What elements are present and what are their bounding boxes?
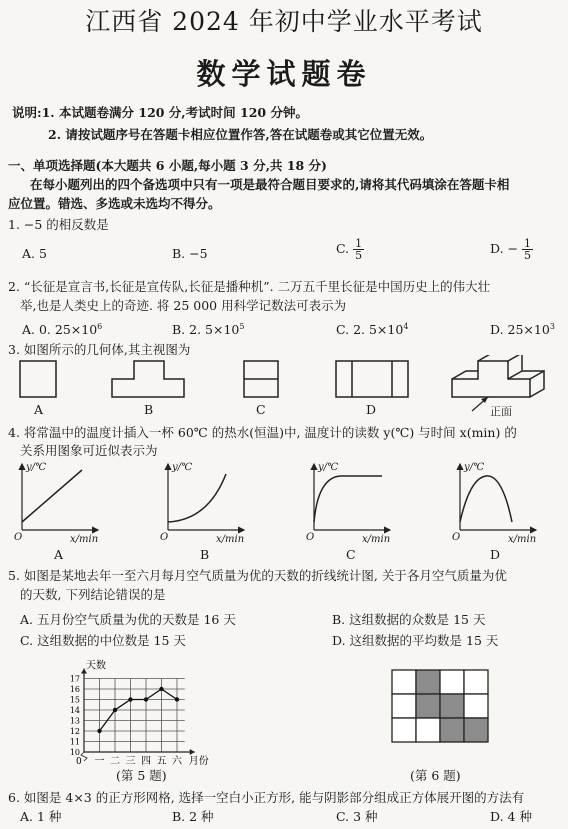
q4-b-ylabel: y/℃ (172, 462, 193, 473)
x-axis-arrow (190, 749, 195, 755)
q1-option-d (490, 238, 533, 261)
q4-d-origin: O (452, 532, 461, 543)
q6-option-a: A. 1 种 (20, 809, 62, 824)
q6-option-b: B. 2 种 (172, 809, 214, 824)
q4-graph-c (314, 464, 390, 530)
q4-graph-d (460, 464, 536, 530)
section-desc-2: 应位置。错选、多选或未选均不得分。 (8, 196, 221, 211)
q4-b-origin: O (160, 532, 169, 543)
q5-option-d: D. 这组数据的平均数是 15 天 (332, 633, 499, 648)
q6-caption: (第 6 题) (410, 768, 461, 783)
q2-c-base: C. 2. 5×10 (336, 322, 404, 338)
q4-graph-a (22, 464, 98, 530)
data-point (144, 697, 148, 701)
q5-stem-2: 的天数, 下列结论错误的是 (20, 587, 166, 602)
x-tick-label: 一 (94, 756, 105, 767)
q5-caption: (第 5 题) (116, 768, 167, 783)
q4-label-d: D (490, 547, 501, 562)
q4-d-xlabel: x/min (508, 534, 537, 545)
x-tick-label: 五 (156, 756, 167, 767)
q4-c-origin: O (306, 532, 315, 543)
q4-d-ylabel: y/℃ (464, 462, 485, 473)
data-point (97, 729, 101, 733)
q3-stem: 3. 如图所示的几何体,其主视图为 (8, 342, 191, 357)
y-tick-label: 12 (69, 727, 80, 736)
exam-subtitle: 数学试题卷 (196, 57, 372, 91)
instruction-line-2: 2. 请按试题序号在答题卡相应位置作答,答在试题卷或其它位置无效。 (48, 127, 433, 142)
q6-stem: 6. 如图是 4×3 的正方形网格, 选择一空白小正方形, 能与阴影部分组成正方体展开图的方法有 (8, 790, 525, 805)
data-point (113, 708, 117, 712)
q3-label-c: C (256, 402, 266, 417)
q1-stem: 1. −5 的相反数是 (8, 217, 109, 232)
q2-c-exponent: 4 (403, 322, 409, 331)
q6-option-d: D. 4 种 (490, 809, 532, 824)
q2-b-base: B. 2. 5×10 (172, 322, 240, 338)
q3-label-b: B (144, 402, 154, 417)
data-point (175, 697, 179, 701)
section-desc-1: 在每小题列出的四个备选项中只有一项是最符合题目要求的,请将其代码填涂在答题卡相 (30, 177, 510, 192)
q1-d-denominator: 5 (523, 249, 531, 262)
blank-cell (464, 670, 488, 694)
y-tick-label: 13 (69, 716, 80, 726)
q1-option-b: B. −5 (172, 246, 208, 261)
x-axis-title: 月份 (188, 756, 209, 767)
q2-a-exponent: 6 (97, 322, 103, 331)
q4-label-b: B (200, 547, 210, 562)
q2-stem-2: 举,也是人类史上的奇迹. 将 25 000 用科学记数法可表示为 (20, 298, 347, 313)
q3-label-a: A (34, 402, 44, 417)
shaded-cell (416, 694, 440, 718)
q5-stem-1: 5. 如图是某地去年一至六月每月空气质量为优的天数的折线统计图, 关于各月空气质量为优 (8, 568, 507, 583)
q3-option-b-figure (112, 361, 184, 397)
q1-option-d-fraction (522, 238, 533, 261)
q2-b-exponent: 5 (239, 322, 245, 331)
shaded-cell (440, 718, 464, 742)
q3-label-d: D (366, 402, 377, 417)
q4-c-ylabel: y/℃ (318, 462, 339, 473)
x-tick-label: 三 (125, 756, 136, 767)
blank-cell (392, 718, 416, 742)
q2-option-b (172, 319, 244, 338)
q5-line-chart (60, 650, 260, 770)
q1-option-c-prefix: C. (336, 241, 350, 256)
blank-cell (440, 670, 464, 694)
q1-c-numerator: 1 (355, 237, 363, 250)
q4-label-a: A (54, 547, 64, 562)
q3-front-label: 正面 (490, 405, 512, 418)
q4-stem-2: 关系用图象可近似表示为 (20, 443, 158, 458)
q4-label-c: C (346, 547, 356, 562)
q2-d-base: D. 25×10 (490, 322, 550, 338)
q6-grid (390, 668, 490, 748)
q4-c-xlabel: x/min (362, 534, 391, 545)
y-tick-label: 15 (69, 695, 80, 705)
q5-option-b: B. 这组数据的众数是 15 天 (332, 612, 486, 627)
y-tick-label: 17 (69, 674, 80, 684)
x-tick-label: 六 (172, 756, 182, 767)
q3-option-d-figure (336, 361, 408, 397)
y-tick-label: 10 (69, 748, 80, 757)
q1-d-numerator: 1 (523, 237, 531, 250)
x-tick-label: 二 (110, 756, 120, 767)
exam-title: 江西省 2024 年初中学业水平考试 (85, 7, 483, 36)
x-tick-label: 四 (141, 756, 151, 767)
q4-a-ylabel: y/℃ (26, 462, 47, 473)
q5-option-c: C. 这组数据的中位数是 15 天 (20, 633, 186, 648)
q2-option-a (22, 319, 102, 338)
y-tick-label: 14 (69, 706, 80, 715)
q2-a-base: A. 0. 25×10 (22, 322, 98, 338)
origin-label: 0 (76, 757, 82, 767)
q4-stem-1: 4. 将常温中的温度计插入一杯 60℃ 的热水(恒温)中, 温度计的读数 y(℃) 与时间 x(min) 的 (8, 425, 517, 440)
q1-option-a: A. 5 (22, 246, 47, 261)
q2-option-c (336, 319, 408, 338)
shaded-cell (440, 694, 464, 718)
q6-option-c: C. 3 种 (336, 809, 378, 824)
shaded-cell (416, 670, 440, 694)
shaded-cell (464, 718, 488, 742)
q2-stem-1: 2. “长征是宣言书,长征是宣传队,长征是播种机”. 二万五千里长征是中国历史上的伟大壮 (8, 279, 491, 294)
q1-option-d-prefix: D. − (490, 241, 518, 256)
y-tick-label: 11 (69, 737, 80, 747)
blank-cell (464, 694, 488, 718)
axis-break (81, 752, 87, 761)
q3-figures (0, 355, 568, 415)
q1-option-c (336, 238, 364, 261)
blank-cell (392, 670, 416, 694)
q1-option-c-fraction (353, 238, 364, 261)
q1-c-denominator: 5 (355, 249, 363, 262)
q3-solid-figure (452, 355, 544, 397)
q4-b-xlabel: x/min (216, 534, 245, 545)
section-heading: 一、单项选择题(本大题共 6 小题,每小题 3 分,共 18 分) (8, 158, 327, 173)
q2-d-exponent: 3 (549, 322, 555, 331)
q4-a-xlabel: x/min (70, 534, 99, 545)
blank-cell (392, 694, 416, 718)
y-axis-title: 天数 (86, 660, 106, 672)
y-tick-label: 16 (69, 685, 80, 694)
q3-option-a-figure (20, 361, 56, 397)
q5-option-a: A. 五月份空气质量为优的天数是 16 天 (20, 612, 236, 627)
q2-option-d (490, 319, 555, 338)
blank-cell (416, 718, 440, 742)
data-point (128, 697, 132, 701)
data-point (159, 687, 163, 691)
q4-graph-b (168, 464, 244, 530)
q4-a-origin: O (14, 532, 23, 543)
instruction-line-1: 说明:1. 本试题卷满分 120 分,考试时间 120 分钟。 (12, 105, 308, 120)
